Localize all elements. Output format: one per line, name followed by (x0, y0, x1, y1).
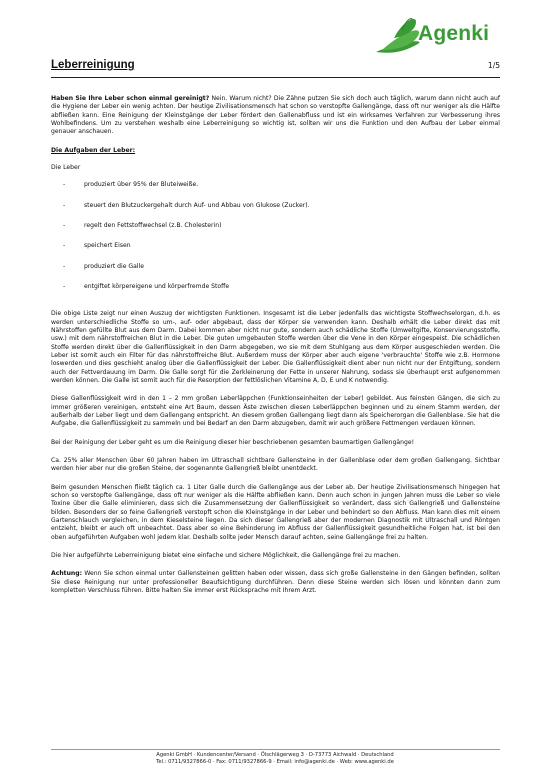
body-paragraph: Diese Gallenflüssigkeit wird in den 1 – 2 mm großen Leberläppchen (Funktionseinheiten der Leber) gebildet. Aus feinsten Gängen, die sich zu immer größeren vereinigen, entsteht eine Art Baum, dessen Äste zwischen diesen Leberläppchen beginnen und zu einem Stamm werden, der außerhalb der Leber liegt und dem Gallengang entspricht. An diesem großen Gallengang liegt dann als Speicherorgan die Gallenblase. Sie hat die Aufgabe, die Gallenflüssigkeit zu sammeln und bei Bedarf an den Darm abzugeben, damit wir auch größere Fettmengen verdauen können. (51, 395, 500, 428)
list-item-text: entgiftet körpereigene und körperfremde Stoffe (84, 282, 230, 290)
body-paragraph: Die hier aufgeführte Leberreinigung bietet eine einfache und sichere Möglichkeit, die Gallengänge frei zu machen. (51, 552, 401, 560)
intro-paragraph (51, 95, 500, 137)
list-item (51, 242, 500, 262)
body-paragraph: Bei der Reinigung der Leber geht es um die Reinigung dieser hier beschriebenen gesamten baumartigen Gallengänge! (51, 438, 415, 446)
intro-text: Nein. Warum nicht? Die Zähne putzen Sie sich doch auch täglich, warum dann nicht auch auf die Hygiene der Leber ein wenig achten. Der heutige Zivilisationsmensch hat schon so verstopfte Gallengänge, dass oft nur weniger als die Hälfte abfließen kann. Eine Reinigung der Kleinstgänge der Leber fördert den Gallenabfluss und ist ein wirksames Verfahren zur Verbesserung ihres Wohlbefindens. Um zu verstehen weshalb eine Leberreinigung so wichtig ist, sollten wir uns die Funktion und den Aufbau der Leber einmal genauer anschauen. (51, 95, 500, 136)
page-title: Leberreinigung (51, 59, 135, 71)
footer-divider (51, 749, 500, 750)
header-divider (51, 77, 500, 78)
dash-bullet: - (63, 222, 66, 229)
list-intro: Die Leber (51, 164, 81, 172)
body-paragraph: Beim gesunden Menschen fließt täglich ca. 1 Liter Galle durch die Gallengänge aus der Leber ab. Der heutige Zivilisationsmensch hingegen hat schon so verstopfte Gallengänge, dass oft nur weniger als die Hälfte abfließen kann. Denn auch schon in jungen Jahren muss die Leber so viele Toxine über die Galle eliminieren, dass sich die Zusammensetzung der Gallenflüssigkeit so verändert, dass sich Gallengrieß und Gallensteine bilden. Besonders der so feine Gallengrieß verstopft schon die Kleinstgänge in der Leber und behindert so den Abfluss. Man kann dies mit einem Gartenschlauch vergleichen, in dem Kieselsteine liegen. Da sich dieser Gallengrieß aber der modernen Diagnostik mit Ultraschall und Röntgen entzieht, bleibt er auch oft unbeachtet. Dass aber so eine Behinderung im Abfluss der Gallenflüssigkeit gesundheitliche Folgen hat, ist bei den oben aufgeführten Aufgaben wohl jedem klar. Deshalb sollte jeder Mensch darauf achten, seine Gallengänge frei zu halten. (51, 483, 500, 541)
liver-tasks-list (51, 181, 500, 303)
page-footer (0, 752, 550, 767)
dash-bullet: - (63, 201, 66, 209)
list-item (51, 202, 500, 222)
dash-bullet: - (63, 242, 66, 250)
page-number: 1/5 (487, 61, 500, 70)
list-item (51, 263, 500, 283)
list-item (51, 283, 500, 303)
list-item (51, 181, 500, 201)
footer-contact: Tel.: 0711/9327866-0 · Fax: 0711/9327866-9 · Email: info@agenki.de · Web: www.agenki.de (156, 759, 394, 766)
dash-bullet: - (63, 282, 66, 290)
warning-paragraph (51, 570, 500, 595)
body-paragraph: Ca. 25% aller Menschen über 60 Jahren haben im Ultraschall sichtbare Gallensteine in der Gallenblase oder dem großen Gallengang. Sichtbar werden hier aber nur die großen Steine, der sogenannte Gallengrieß bleibt unentdeckt. (51, 457, 500, 473)
section-heading: Die Aufgaben der Leber: (51, 146, 136, 154)
warning-text: Wenn Sie schon einmal unter Gallensteinen gelitten haben oder wissen, dass sich große Gallensteine in den Gängen befinden, sollten Sie diese Reinigung nur unter professioneller Beaufsichtigung durchführen. Denn diese Steine werden sich lösen und könnten dann zum kompletten Verschluss führen. Bitte halten Sie immer erst Rücksprache mit Ihrem Arzt. (51, 570, 500, 595)
dash-bullet: - (63, 181, 66, 189)
document-body (51, 95, 500, 605)
list-item-text: produziert die Galle (84, 262, 145, 270)
footer-address: Agenki GmbH · Kundencenter/Versand · Ölschlägerweg 3 · D-73773 Aichwald · Deutschland (156, 752, 394, 758)
list-item-text: regelt den Fettstoffwechsel (z.B. Cholesterin) (84, 222, 222, 229)
list-item-text: produziert über 95% der Bluteiweiße. (84, 181, 199, 189)
brand-name: Agenki (418, 22, 490, 45)
list-item-text: speichert Eisen (84, 242, 131, 250)
list-item (51, 222, 500, 242)
dash-bullet: - (63, 262, 66, 270)
list-item-text: steuert den Blutzuckergehalt durch Auf- und Abbau von Glukose (Zucker). (84, 201, 310, 209)
intro-lead: Haben Sie Ihre Leber schon einmal gereinigt? (51, 95, 210, 102)
warning-label: Achtung: (51, 570, 83, 578)
body-paragraph: Die obige Liste zeigt nur einen Auszug der wichtigsten Funktionen. Insgesamt ist die Leber jedenfalls das wichtigste Stoffwechselorgan, d.h. es werden unterschiedliche Stoffe so um-, auf- oder abgebaut, dass der Körper sie verwenden kann. Deshalb erhält die Leber direkt das mit Nährstoffen gefüllte Blut aus dem Darm. Dabei kommen aber nicht nur gute, sondern auch schädliche Stoffe (Umweltgifte, Konservierungsstoffe, usw.) mit dem nährstoffreichen Blut in die Leber. Die guten umgebauten Stoffe werden über die Vene in den Körper eingespeist. Die schädlichen Stoffe werden direkt über die Gallenflüssigkeit in den Darm abgegeben, wo sie mit dem Stuhlgang aus dem Körper ausgeschieden werden. Die Leber ist somit auch ein Filter für das nährstoffreiche Blut. Außerdem muss der Körper aber auch eigene 'verbrauchte' Stoffe wie z.B. Hormone loswerden und dies geschieht analog über die Gallenflüssigkeit der Leber. Die Gallenflüssigkeit dient aber nun nicht nur der Entgiftung, sondern auch der Fettverdauung im Darm. Die Galle sorgt für die Zerkleinerung der Fette in unserer Nahrung, sodass sie überhaupt erst aufgenommen werden können. Die Galle ist somit auch für die Resorption der fettlöslichen Vitamine A, D, E und K notwendig. (51, 310, 500, 384)
